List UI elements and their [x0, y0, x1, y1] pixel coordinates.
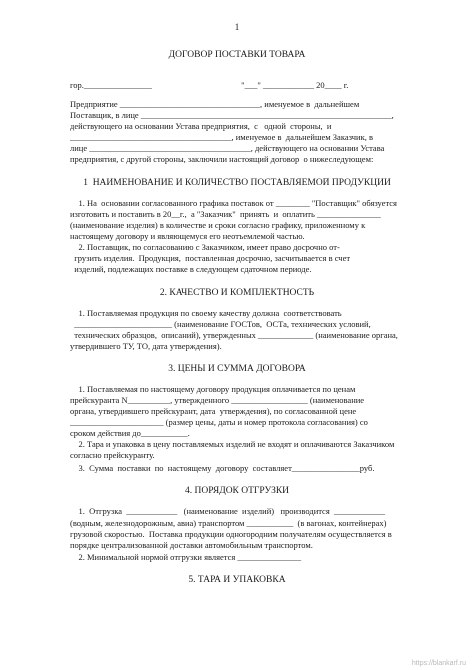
preamble-line: Поставщик, в лице ___________________________________________________________, — [70, 110, 394, 120]
section-line: согласно прейскуранту. — [70, 450, 155, 460]
preamble-line: действующего на основании Устава предприятия, с одной стороны, и — [70, 121, 332, 131]
section-line: _______________________ (наименование ГОСТов, ОСТа, технических условий, — [70, 319, 371, 329]
place-date-line: гор.________________ "___" ____________ 20____ г. — [70, 80, 349, 90]
section-heading: 2. КАЧЕСТВО И КОМПЛЕКТНОСТЬ — [159, 288, 315, 298]
page-number: 1 — [234, 22, 240, 32]
section-line: 2. Минимальной нормой отгрузки является _______________ — [70, 552, 302, 562]
section-line: 3. Сумма поставки по настоящему договору составляет________________руб. — [70, 463, 375, 473]
section-heading: 4. ПОРЯДОК ОТГРУЗКИ — [184, 486, 290, 496]
section-heading: 5. ТАРА И УПАКОВКА — [188, 575, 286, 585]
section-line: прейскуранта N__________, утвержденного __________________ (наименование — [70, 395, 365, 405]
section-line: 1. Поставляемая продукция по своему качеству должна соответствовать — [70, 308, 342, 318]
preamble-line: Предприятие _________________________________, именуемое в дальнейшем — [70, 99, 360, 109]
section-heading: 3. ЦЕНЫ И СУММА ДОГОВОРА — [168, 364, 306, 374]
section-line: 1. На основании согласованного графика поставок от ________ "Поставщик" обязуется — [70, 198, 397, 208]
section-line: 2. Поставщик, по согласованию с Заказчиком, имеет право досрочно от- — [70, 242, 340, 252]
section-line: (водным, железнодорожным, авиа) транспортом ___________ (в вагонах, контейнерах) — [70, 518, 387, 528]
section-line: технических образцов, описаний), утвержденных _____________ (наименование органа, — [70, 330, 398, 340]
section-line: сроком действия до___________. — [70, 428, 190, 438]
section-line: изготовить и поставить в 20__г., а "Заказчик" принять и оплатить _______________ — [70, 209, 381, 219]
section-line: порядке централизованной доставки автомобильным транспортом. — [70, 540, 313, 550]
section-heading: 1 НАИМЕНОВАНИЕ И КОЛИЧЕСТВО ПОСТАВЛЯЕМОЙ ПРОДУКЦИИ — [83, 178, 391, 188]
watermark: https://blankarf.ru — [411, 660, 466, 667]
section-line: грузить изделия. Продукция, поставленная досрочно, засчитывается в счет — [70, 253, 351, 263]
section-line: органа, утвердившего прейскурант, дата утверждения), по согласованной цене — [70, 406, 357, 416]
preamble-line: ______________________________________, именуемое в дальнейшем Заказчик, в — [70, 132, 373, 142]
section-line: настоящему договору и являющемуся его неотъемлемой частью. — [70, 231, 305, 241]
section-line: утвердившего ТУ, ТО, дата утверждения). — [70, 341, 222, 351]
document-title: ДОГОВОР ПОСТАВКИ ТОВАРА — [168, 50, 306, 60]
section-line: (наименование изделия) в количестве и сроки согласно графику, приложенному к — [70, 220, 366, 230]
section-line: ______________________ (размер цены, даты и номер протокола согласования) со — [70, 417, 368, 427]
preamble-line: лице ______________________________________, действующего на основании Устава — [70, 143, 385, 153]
section-line: изделий, подлежащих поставке в следующем сдаточном периоде. — [70, 264, 312, 274]
preamble-line: предприятия, с другой стороны, заключили настоящий договор о нижеследующем: — [70, 154, 374, 164]
section-line: 2. Тара и упаковка в цену поставляемых изделий не входят и оплачиваются Заказчиком — [70, 439, 395, 449]
section-line: 1. Отгрузка ____________ (наименование изделий) производится ____________ — [70, 506, 385, 516]
section-line: 1. Поставляемая по настоящему договору продукция оплачивается по ценам — [70, 384, 356, 394]
section-line: грузовой скоростью. Поставка продукции одногородним получателям осуществляется в — [70, 529, 392, 539]
